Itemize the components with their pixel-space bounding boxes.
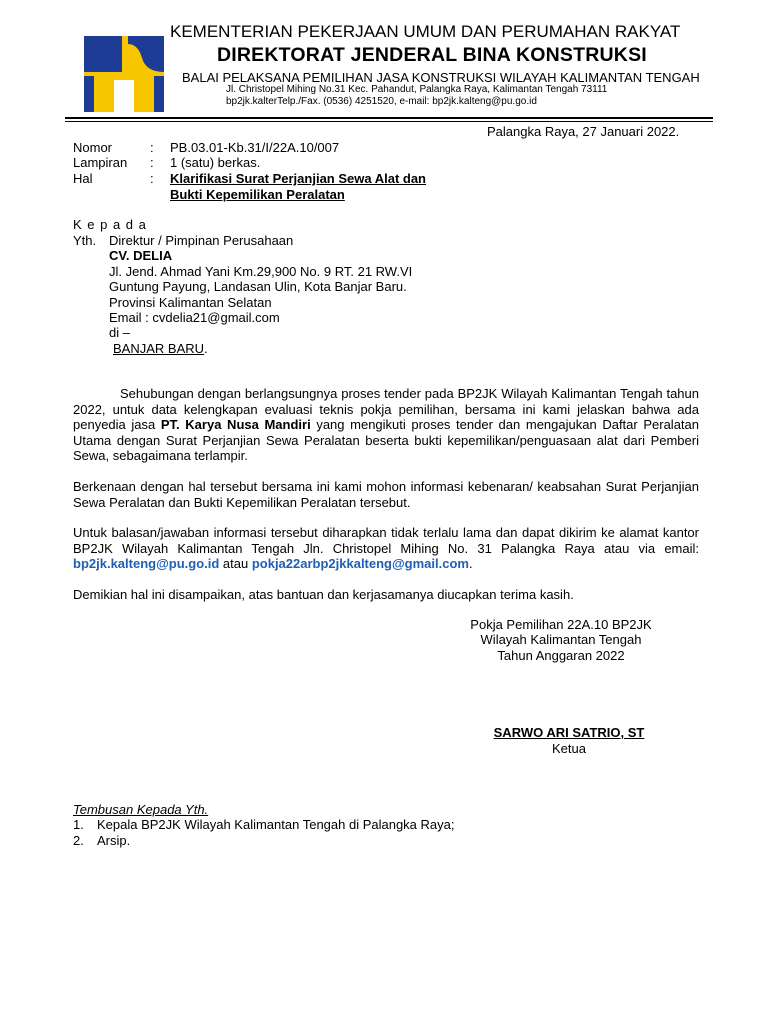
body-paragraph-1 <box>73 386 699 464</box>
signature-line-2: Wilayah Kalimantan Tengah <box>480 632 642 647</box>
recipient-city-suffix: . <box>204 341 208 356</box>
signatory-name: SARWO ARI SATRIO, ST <box>493 725 645 740</box>
cc-item-1-num: 1. <box>73 817 84 832</box>
yth-label: Yth. <box>73 233 97 248</box>
cc-item-2-num: 2. <box>73 833 84 848</box>
p3-text-mid: atau <box>219 556 252 572</box>
body-paragraph-2: Berkenaan dengan hal tersebut bersama ini kami mohon informasi kebenaran/ keabsahan Surat Perjanjian Sewa Peralatan dan Bukti Kepemilikan Peralatan tersebut. <box>73 479 699 510</box>
p3-email-2[interactable]: pokja22arbp2jkkalteng@gmail.com <box>251 556 469 572</box>
body-paragraph-3 <box>73 525 699 572</box>
recipient-di: di – <box>109 325 130 340</box>
cc-item-1-text: Kepala BP2JK Wilayah Kalimantan Tengah di Palangka Raya; <box>97 817 455 832</box>
recipient-city: BANJAR BARU <box>113 341 205 356</box>
nomor-value: PB.03.01-Kb.31/I/22A.10/007 <box>170 140 340 155</box>
recipient-address-1: Jl. Jend. Ahmad Yani Km.29,900 No. 9 RT. 21 RW.VI <box>109 264 413 279</box>
p1-text-b: yang mengikuti proses tender dan mengajukan Daftar Peralatan Utama dengan Surat Perjanjian Sewa Peralatan beserta bukti kepemilikan/penguasaan alat dari Pemberi Sewa, sebagaimana terlampir. <box>73 417 699 464</box>
body-paragraph-4: Demikian hal ini disampaikan, atas bantuan dan kerjasamanya diucapkan terima kasih. <box>73 587 574 602</box>
recipient-address-3: Provinsi Kalimantan Selatan <box>109 295 272 310</box>
p3-text-a: Untuk balasan/jawaban informasi tersebut diharapkan tidak terlalu lama dan dapat dikirim ke alamat kantor BP2JK Wilayah Kalimantan Tengah Jln. Christopel Mihing No. 31 Palangka Raya atau via email: <box>73 525 699 556</box>
pupr-logo <box>84 36 164 112</box>
recipient-city-line <box>113 341 208 357</box>
ministry-title: KEMENTERIAN PEKERJAAN UMUM DAN PERUMAHAN RAKYAT <box>170 22 681 41</box>
lampiran-colon: : <box>150 155 154 170</box>
contact-prefix: bp2jk.kalter <box>226 96 278 107</box>
recipient-address-2: Guntung Payung, Landasan Ulin, Kota Banjar Baru. <box>109 279 407 294</box>
p3-text-end: . <box>468 556 473 572</box>
letterhead-rule-thick <box>65 117 713 119</box>
cc-title: Tembusan Kepada Yth. <box>73 802 209 817</box>
office-title: BALAI PELAKSANA PEMILIHAN JASA KONSTRUKSI WILAYAH KALIMANTAN TENGAH <box>182 70 700 85</box>
office-address: Jl. Christopel Mihing No.31 Kec. Pahandut, Palangka Raya, Kalimantan Tengah 73111 <box>226 84 608 95</box>
recipient-position: Direktur / Pimpinan Perusahaan <box>109 233 294 248</box>
letter-date: Palangka Raya, 27 Januari 2022. <box>487 124 680 139</box>
signature-line-1: Pokja Pemilihan 22A.10 BP2JK <box>470 617 652 632</box>
p3-email-1[interactable]: bp2jk.kalteng@pu.go.id <box>73 556 220 572</box>
hal-label: Hal <box>73 171 93 186</box>
p1-company: PT. Karya Nusa Mandiri <box>160 417 311 433</box>
nomor-label: Nomor <box>73 140 113 155</box>
recipient-email: Email : cvdelia21@gmail.com <box>109 310 280 325</box>
signature-line-3: Tahun Anggaran 2022 <box>497 648 625 663</box>
signatory-role: Ketua <box>552 741 586 756</box>
contact-rest: Telp./Fax. (0536) 4251520, e-mail: bp2jk.kalteng@pu.go.id <box>277 96 537 107</box>
letterhead-rule-thin <box>65 121 713 122</box>
hal-value-line2: Bukti Kepemilikan Peralatan <box>170 187 345 202</box>
hal-value-line1: Klarifikasi Surat Perjanjian Sewa Alat dan <box>170 171 427 186</box>
hal-colon: : <box>150 171 154 186</box>
kepada-label: K e p a d a <box>73 217 147 232</box>
recipient-company: CV. DELIA <box>109 248 173 263</box>
directorate-title: DIREKTORAT JENDERAL BINA KONSTRUKSI <box>217 44 647 66</box>
lampiran-label: Lampiran <box>73 155 128 170</box>
p1-text-a: Sehubungan dengan berlangsungnya proses tender pada BP2JK Wilayah Kalimantan Tengah tahun 2022, untuk data kelengkapan evaluasi teknis pokja pemilihan, bersama ini kami jelaskan bahwa ada penyedia jasa <box>73 386 699 433</box>
logo-blue-block <box>84 36 122 72</box>
lampiran-value: 1 (satu) berkas. <box>170 155 261 170</box>
cc-item-2-text: Arsip. <box>97 833 131 848</box>
nomor-colon: : <box>150 140 154 155</box>
office-contact <box>226 96 537 107</box>
